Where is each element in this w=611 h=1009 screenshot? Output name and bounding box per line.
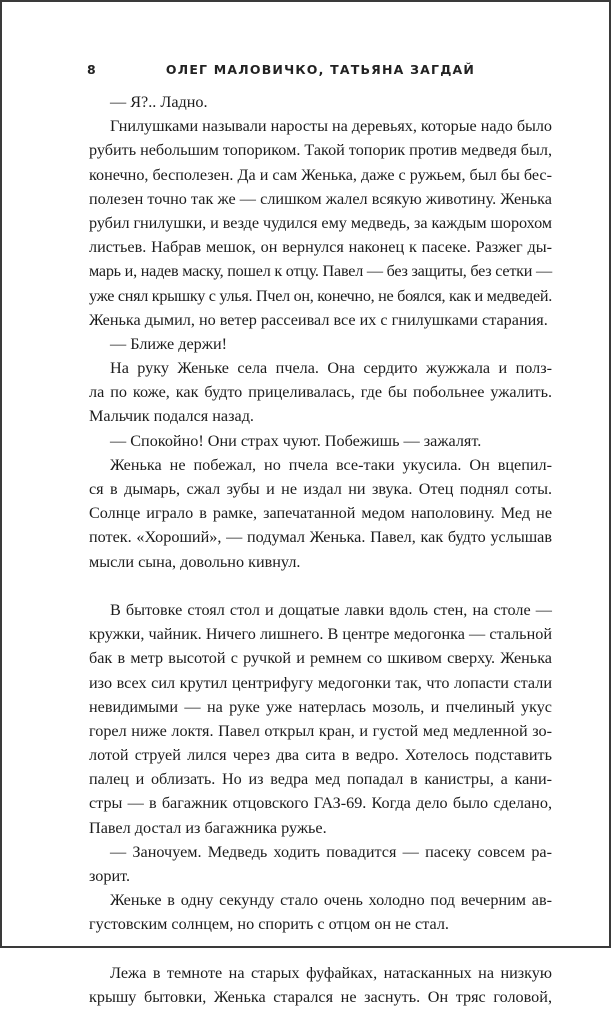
text-line-content: Солнце играло в рамке, запечатанной медом наполовину. Мед не bbox=[89, 504, 552, 523]
running-title: ОЛЕГ МАЛОВИЧКО, ТАТЬЯНА ЗАГДАЙ bbox=[165, 62, 476, 77]
paragraph bbox=[89, 598, 552, 840]
text-line-content: ла по коже, как будто прицеливалась, где бы побольнее ужалить. bbox=[89, 383, 552, 402]
paragraph bbox=[89, 356, 552, 429]
text-line-content: Гнилушками называли наросты на деревьях, которые надо было bbox=[110, 117, 552, 136]
text-line-content: горел ниже локтя. Павел открыл кран, и густой мед медленной зо- bbox=[89, 721, 552, 740]
text-line bbox=[89, 284, 552, 308]
text-line-content: конечно, бесполезен. Да и сам Женька, даже с ружьем, был бы бес- bbox=[89, 165, 552, 184]
text-line-content: Женька не побежал, но пчела все-таки укусила. Он вцепил- bbox=[110, 455, 552, 474]
text-line bbox=[89, 767, 552, 791]
text-line-content: стры — в багажник отцовского ГАЗ-69. Когда дело было сделано, bbox=[89, 794, 552, 813]
text-line-content: уже снял крышку с улья. Пчел он, конечно, не боялся, как и медведей. bbox=[89, 286, 553, 305]
text-line-content: Женька дымил, но ветер рассеивал все их с гнилушками старания. bbox=[89, 310, 548, 329]
text-line bbox=[89, 114, 552, 138]
text-line-content: зорит. bbox=[89, 867, 131, 885]
text-line bbox=[89, 622, 552, 646]
text-line bbox=[89, 598, 552, 622]
text-line-content: полезен точно так же — слишком жалел всякую животину. Женька bbox=[89, 189, 552, 208]
text-line-content: Мальчик подался назад. bbox=[89, 407, 254, 426]
text-line-content: марь и, надев маску, пошел к отцу. Павел — без защиты, без сетки — bbox=[89, 262, 552, 281]
paragraph bbox=[89, 961, 552, 1009]
text-line bbox=[89, 550, 552, 574]
dialogue-paragraph bbox=[89, 332, 552, 356]
paragraph bbox=[89, 114, 552, 332]
page-header bbox=[87, 62, 554, 82]
text-line-content: В бытовке стоял стол и дощатые лавки вдоль стен, на столе — bbox=[110, 600, 552, 619]
dialogue-paragraph bbox=[89, 90, 552, 114]
text-line-content: рубил гнилушки, и везде чудился ему медведь, за каждым шорохом bbox=[89, 213, 552, 232]
text-line bbox=[89, 888, 552, 912]
body-text bbox=[89, 90, 552, 1009]
text-line bbox=[89, 961, 552, 985]
text-line bbox=[89, 380, 552, 404]
text-line bbox=[89, 453, 552, 477]
text-line-content: — Заночуем. Медведь ходить повадится — пасеку совсем ра- bbox=[110, 842, 552, 861]
text-line bbox=[89, 840, 552, 864]
text-line bbox=[89, 356, 552, 380]
paragraph bbox=[89, 888, 552, 936]
text-line bbox=[89, 332, 552, 356]
text-line-content: лотой струей лился через два сита в ведро. Хотелось подставить bbox=[89, 746, 552, 765]
text-line-content: потек. «Хороший», — подумал Женька. Павел, как будто услышав bbox=[89, 528, 552, 547]
text-line-content: листьев. Набрав мешок, он вернулся наконец к пасеке. Разжег ды- bbox=[89, 238, 553, 257]
page-number: 8 bbox=[87, 62, 96, 77]
text-line bbox=[89, 816, 552, 840]
dialogue-paragraph bbox=[89, 840, 552, 888]
text-line bbox=[89, 525, 552, 549]
text-line-content: ся в дымарь, сжал зубы и не издал ни звука. Отец поднял соты. bbox=[89, 480, 552, 498]
text-line-content: Лежа в темноте на старых фуфайках, натасканных на низкую bbox=[110, 963, 552, 982]
dialogue-paragraph bbox=[89, 429, 552, 453]
text-line bbox=[89, 719, 552, 743]
text-line bbox=[89, 791, 552, 815]
text-line-content: кружки, чайник. Ничего лишнего. В центре медогонка — стальной bbox=[89, 625, 552, 644]
text-line bbox=[89, 646, 552, 670]
text-line-content: палец и облизать. Но из ведра мед попадал в канистры, а кани- bbox=[89, 770, 552, 789]
text-line bbox=[89, 163, 552, 187]
text-line-content: крышу бытовки, Женька старался не заснуть. Он тряс головой, bbox=[89, 987, 552, 1006]
text-line-content: — Я?.. Ладно. bbox=[110, 93, 208, 111]
text-line bbox=[89, 864, 552, 888]
text-line bbox=[89, 501, 552, 525]
text-line-content: густовским солнцем, но спорить с отцом он не стал. bbox=[89, 915, 449, 934]
paragraph bbox=[89, 453, 552, 574]
text-line bbox=[89, 743, 552, 767]
text-line bbox=[89, 138, 552, 162]
text-line bbox=[89, 308, 552, 332]
text-line bbox=[89, 235, 552, 259]
text-line-content: мысли сына, довольно кивнул. bbox=[89, 552, 301, 571]
text-line-content: Женьке в одну секунду стало очень холодно под вечерним ав- bbox=[110, 891, 552, 910]
text-line-content: — Ближе держи! bbox=[110, 334, 228, 353]
text-line bbox=[89, 985, 552, 1009]
text-line bbox=[89, 477, 552, 501]
text-line bbox=[89, 259, 552, 283]
text-line bbox=[89, 429, 552, 453]
section-break bbox=[89, 937, 552, 961]
text-line-content: невидимыми — на руке уже натерлась мозоль, и пчелиный укус bbox=[89, 697, 552, 716]
section-break bbox=[89, 574, 552, 598]
text-line-content: рубить небольшим топориком. Такой топорик против медведя был, bbox=[89, 141, 552, 160]
text-line-content: изо всех сил крутил центрифугу медогонки так, что лопасти стали bbox=[89, 673, 552, 692]
text-line bbox=[89, 671, 552, 695]
text-line-content: Павел достал из багажника ружье. bbox=[89, 818, 327, 837]
text-line-content: бак в метр высотой с ручкой и ремнем со шкивом сверху. Женька bbox=[89, 649, 552, 668]
text-line-content: На руку Женьке села пчела. Она сердито жужжала и полз- bbox=[110, 359, 552, 378]
text-line bbox=[89, 695, 552, 719]
text-line bbox=[89, 187, 552, 211]
text-line bbox=[89, 404, 552, 428]
text-line-content: — Спокойно! Они страх чуют. Побежишь — зажалят. bbox=[110, 431, 482, 450]
text-line bbox=[89, 211, 552, 235]
text-line bbox=[89, 912, 552, 936]
text-line bbox=[89, 90, 552, 114]
